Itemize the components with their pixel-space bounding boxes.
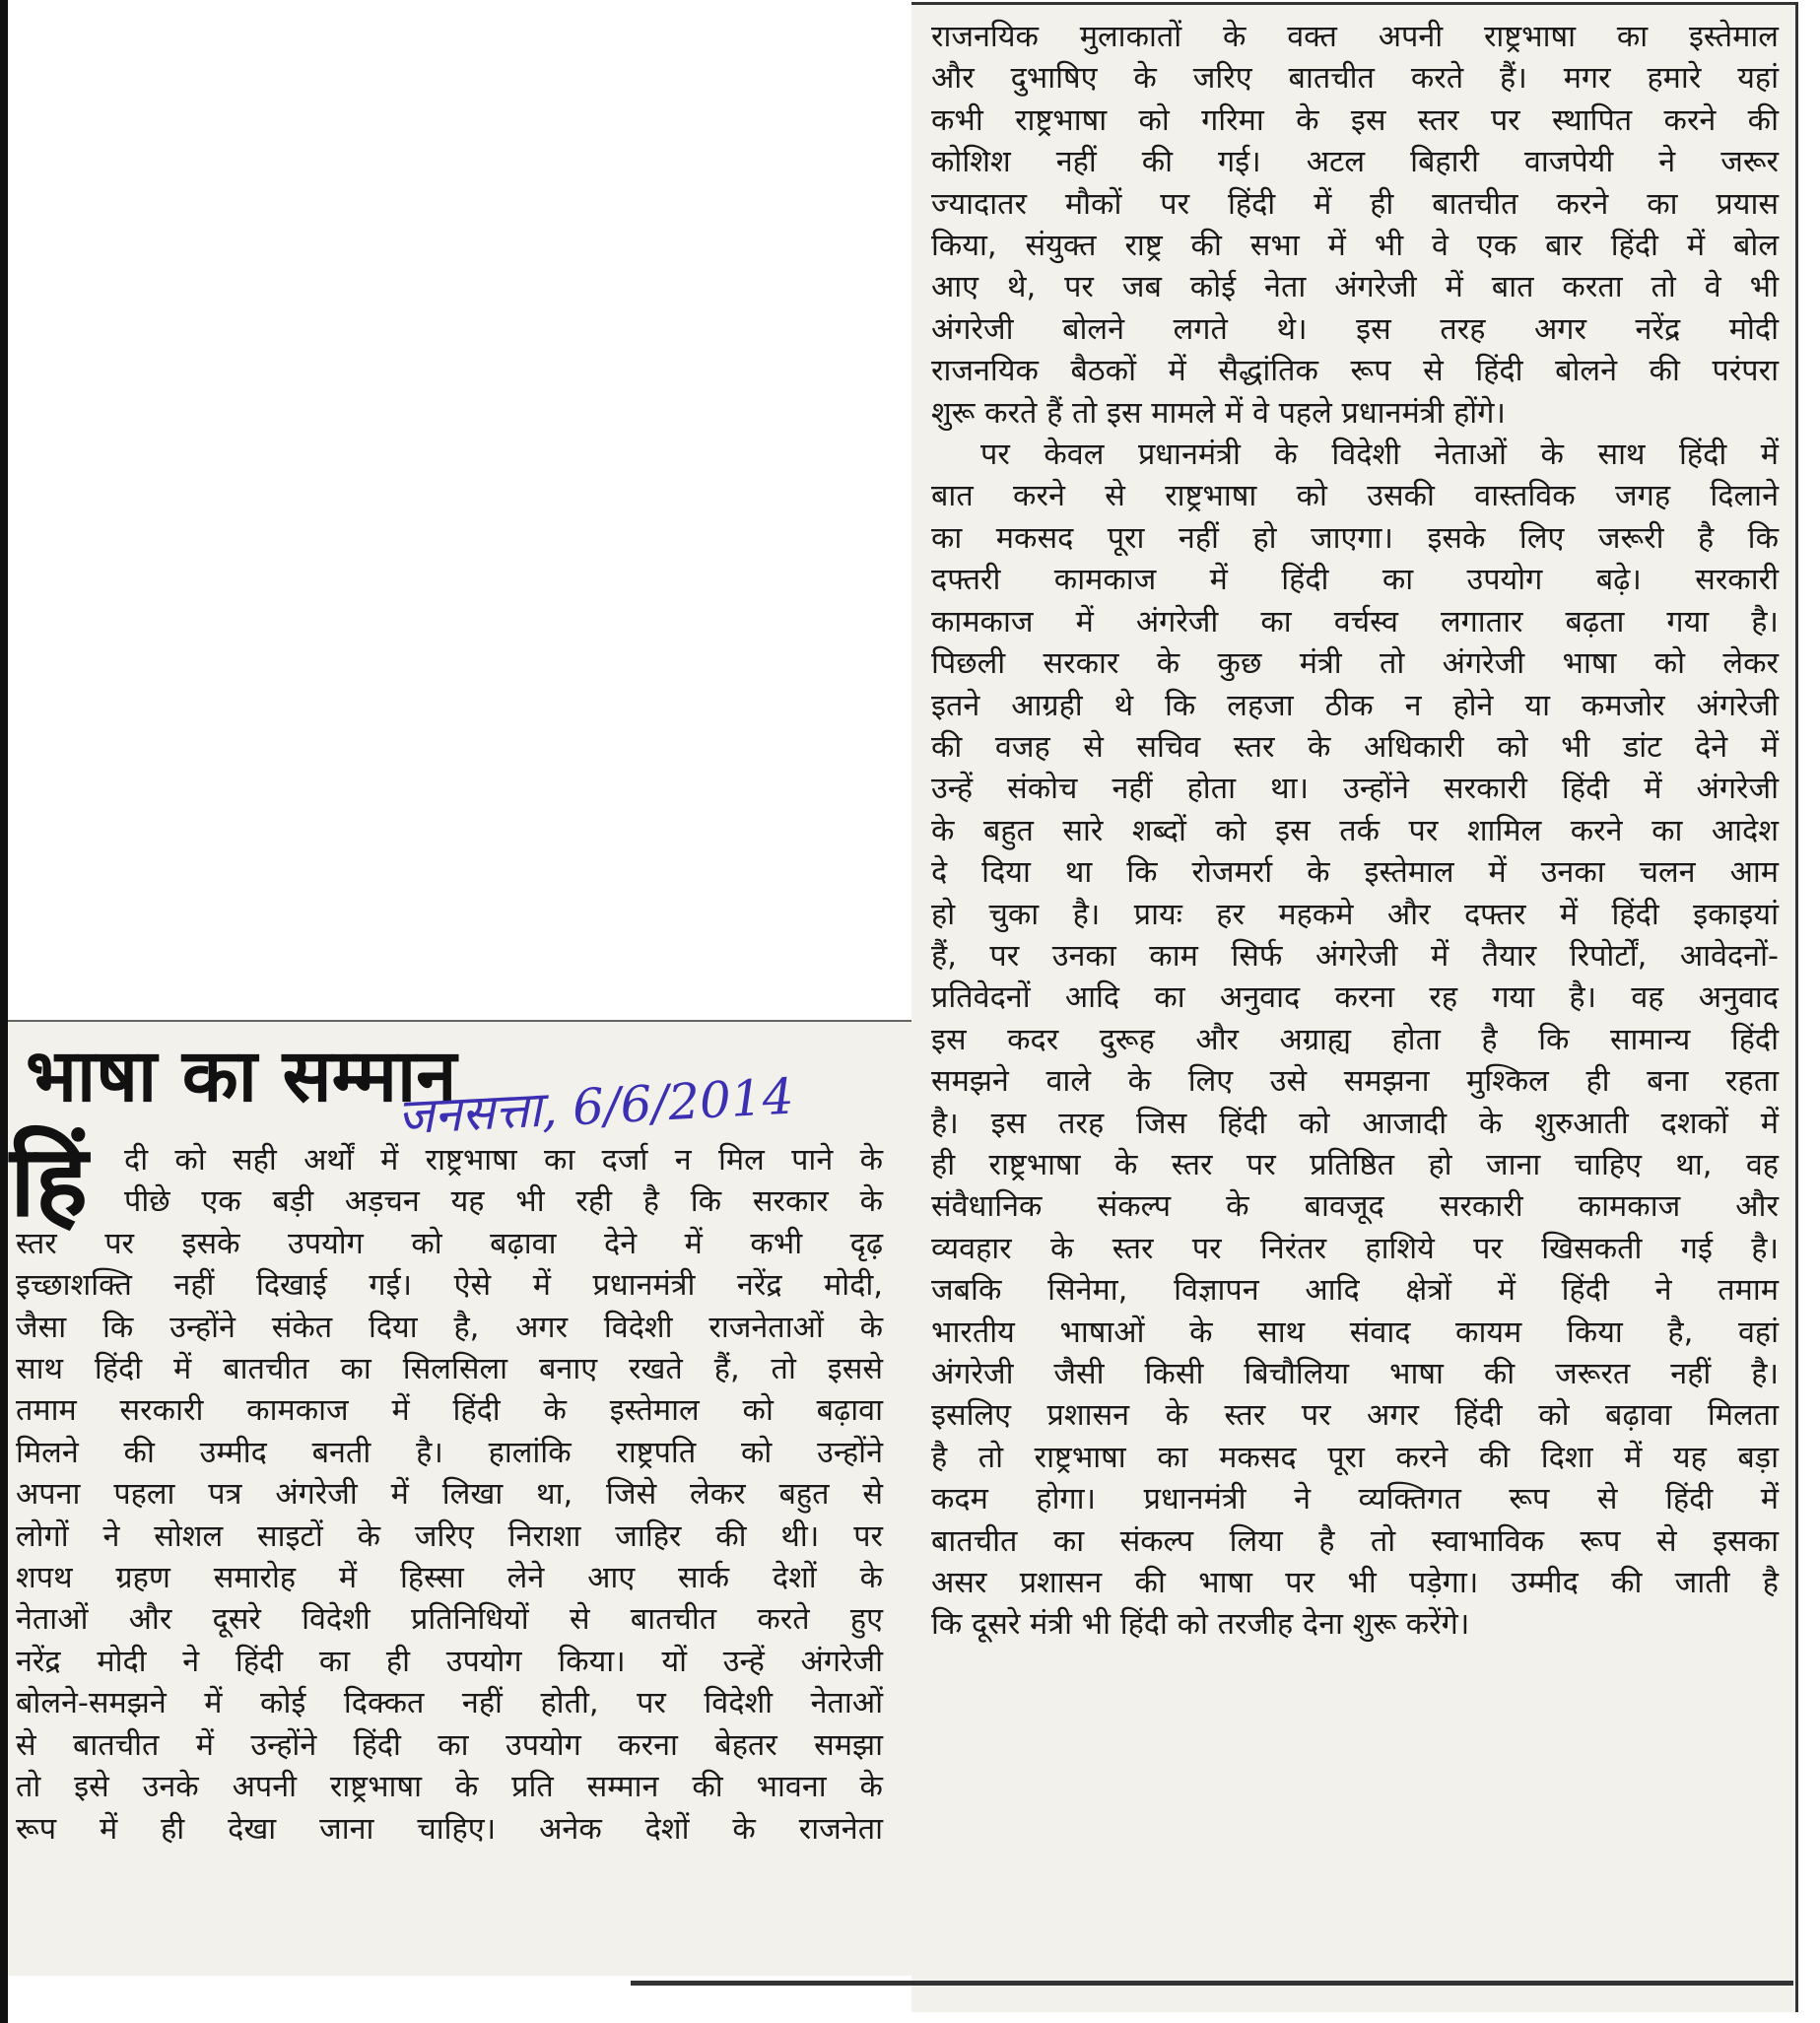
text-line: दी को सही अर्थों में राष्ट्रभाषा का दर्जा न मिल पाने के — [124, 1143, 883, 1178]
text-line: राजनयिक मुलाकातों के वक्त अपनी राष्ट्रभाषा का इस्तेमाल — [931, 20, 1779, 54]
text-line: अंगरेजी जैसी किसी बिचौलिया भाषा की जरूरत नहीं है। — [931, 1357, 1779, 1391]
left-column-text — [16, 1140, 883, 1851]
text-line: से बातचीत में उन्होंने हिंदी का उपयोग करना बेहतर समझा — [16, 1727, 883, 1763]
text-line: बोलने-समझने में कोई दिक्कत नहीं होती, पर विदेशी नेताओं — [16, 1686, 883, 1721]
text-line: आए थे, पर जब कोई नेता अंगरेजी में बात करता तो वे भी — [931, 270, 1779, 305]
text-line: कभी राष्ट्रभाषा को गरिमा के इस स्तर पर स्थापित करने की — [931, 102, 1779, 138]
text-line: प्रतिवेदनों आदि का अनुवाद करना रह गया है। वह अनुवाद — [931, 980, 1779, 1016]
text-line: अपना पहला पत्र अंगरेजी में लिखा था, जिसे लेकर बहुत से — [16, 1477, 883, 1513]
text-line: के बहुत सारे शब्दों को इस तर्क पर शामिल करने का आदेश — [931, 813, 1779, 848]
text-line: नरेंद्र मोदी ने हिंदी का ही उपयोग किया। यों उन्हें अंगरेजी — [16, 1644, 883, 1679]
text-line: दे दिया था कि रोजमर्रा के इस्तेमाल में उनका चलन आम — [931, 855, 1779, 891]
text-line: कामकाज में अंगरेजी का वर्चस्व लगातार बढ़ता गया है। — [931, 604, 1779, 640]
scan-left-edge — [0, 0, 8, 2023]
text-line: हैं, पर उनका काम सिर्फ अंगरेजी में तैयार रिपोर्टों, आवेदनों- — [931, 938, 1779, 974]
text-line: का मकसद पूरा नहीं हो जाएगा। इसके लिए जरूरी है कि — [931, 520, 1779, 556]
clipping-left-column — [8, 1020, 911, 1976]
paragraph-start-line: पर केवल प्रधानमंत्री के विदेशी नेताओं के साथ हिंदी में — [980, 438, 1779, 473]
clipping-bottom-edge — [631, 1981, 1793, 1986]
clipping-right-column — [911, 2, 1798, 2012]
text-line: ही राष्ट्रभाषा के स्तर पर प्रतिष्ठित हो जाना चाहिए था, वह — [931, 1147, 1779, 1182]
text-line: और दुभाषिए के जरिए बातचीत करते हैं। मगर हमारे यहां — [931, 61, 1779, 97]
text-line: लोगों ने सोशल साइटों के जरिए निराशा जाहिर की थी। पर — [16, 1518, 883, 1554]
text-line: संवैधानिक संकल्प के बावजूद सरकारी कामकाज और — [931, 1189, 1779, 1225]
text-line: नेताओं और दूसरे विदेशी प्रतिनिधियों से बातचीत करते हुए — [16, 1602, 883, 1638]
text-line: अंगरेजी बोलने लगते थे। इस तरह अगर नरेंद्र मोदी — [931, 311, 1779, 347]
text-line: मिलने की उम्मीद बनती है। हालांकि राष्ट्रपति को उन्होंने — [16, 1435, 883, 1470]
text-line: उन्हें संकोच नहीं होता था। उन्होंने सरकारी हिंदी में अंगरेजी — [931, 772, 1779, 807]
text-line: कि दूसरे मंत्री भी हिंदी को तरजीह देना शुरू करेंगे। — [931, 1607, 1470, 1643]
handwritten-source-date: जनसत्ता, 6/6/2014 — [395, 1067, 795, 1146]
text-line: की वजह से सचिव स्तर के अधिकारी को भी डांट देने में — [931, 729, 1779, 765]
text-line: इच्छाशक्ति नहीं दिखाई गई। ऐसे में प्रधानमंत्री नरेंद्र मोदी, — [16, 1268, 883, 1304]
text-line: रूप में ही देखा जाना चाहिए। अनेक देशों के राजनेता — [16, 1811, 883, 1847]
text-line: है। इस तरह जिस हिंदी को आजादी के शुरुआती दशकों में — [931, 1106, 1779, 1141]
text-line: कोशिश नहीं की गई। अटल बिहारी वाजपेयी ने जरूर — [931, 145, 1779, 180]
text-line: है तो राष्ट्रभाषा का मकसद पूरा करने की दिशा में यह बड़ा — [931, 1440, 1779, 1475]
right-column-text — [931, 17, 1779, 1647]
text-line: इसलिए प्रशासन के स्तर पर अगर हिंदी को बढ़ावा मिलता — [931, 1398, 1779, 1434]
text-line: हो चुका है। प्रायः हर महकमे और दफ्तर में हिंदी इकाइयां — [931, 897, 1779, 932]
text-line: व्यवहार के स्तर पर निरंतर हाशिये पर खिसकती गई है। — [931, 1231, 1779, 1266]
text-line: इतने आग्रही थे कि लहजा ठीक न होने या कमजोर अंगरेजी — [931, 688, 1779, 723]
text-line: बात करने से राष्ट्रभाषा को उसकी वास्तविक जगह दिलाने — [931, 479, 1779, 514]
text-line: स्तर पर इसके उपयोग को बढ़ावा देने में कभी दृढ़ — [16, 1226, 883, 1261]
text-line: शुरू करते हैं तो इस मामले में वे पहले प्रधानमंत्री होंगे। — [931, 395, 1506, 431]
text-line: जबकि सिनेमा, विज्ञापन आदि क्षेत्रों में हिंदी ने तमाम — [931, 1273, 1779, 1309]
text-line: असर प्रशासन की भाषा पर भी पड़ेगा। उम्मीद की जाती है — [931, 1566, 1779, 1601]
text-line: जैसा कि उन्होंने संकेत दिया है, अगर विदेशी राजनेताओं के — [16, 1310, 883, 1345]
text-line: बातचीत का संकल्प लिया है तो स्वाभाविक रूप से इसका — [931, 1523, 1779, 1559]
text-line: तमाम सरकारी कामकाज में हिंदी के इस्तेमाल को बढ़ावा — [16, 1393, 883, 1429]
text-line: कदम होगा। प्रधानमंत्री ने व्यक्तिगत रूप से हिंदी में — [931, 1482, 1779, 1517]
text-line: भारतीय भाषाओं के साथ संवाद कायम किया है, वहां — [931, 1315, 1779, 1350]
text-line: दफ्तरी कामकाज में हिंदी का उपयोग बढ़े। सरकारी — [931, 563, 1779, 598]
text-line: साथ हिंदी में बातचीत का सिलसिला बनाए रखते हैं, तो इससे — [16, 1352, 883, 1387]
text-line: समझने वाले के लिए उसे समझना मुश्किल ही बना रहता — [931, 1064, 1779, 1100]
drop-cap: हिं — [10, 1123, 88, 1239]
text-line: पिछली सरकार के कुछ मंत्री तो अंगरेजी भाषा को लेकर — [931, 646, 1779, 682]
text-line: राजनयिक बैठकों में सैद्धांतिक रूप से हिंदी बोलने की परंपरा — [931, 354, 1779, 389]
text-line: तो इसे उनके अपनी राष्ट्रभाषा के प्रति सम्मान की भावना के — [16, 1770, 883, 1805]
text-line: इस कदर दुरूह और अग्राह्य होता है कि सामान्य हिंदी — [931, 1022, 1779, 1057]
text-line: पीछे एक बड़ी अड़चन यह भी रही है कि सरकार के — [124, 1184, 883, 1220]
text-line: शपथ ग्रहण समारोह में हिस्सा लेने आए सार्क देशों के — [16, 1561, 883, 1596]
text-line: किया, संयुक्त राष्ट्र की सभा में भी वे एक बार हिंदी में बोल — [931, 229, 1779, 264]
text-line: ज्यादातर मौकों पर हिंदी में ही बातचीत करने का प्रयास — [931, 186, 1779, 222]
article-headline: भाषा का सम्मान — [26, 1034, 457, 1118]
